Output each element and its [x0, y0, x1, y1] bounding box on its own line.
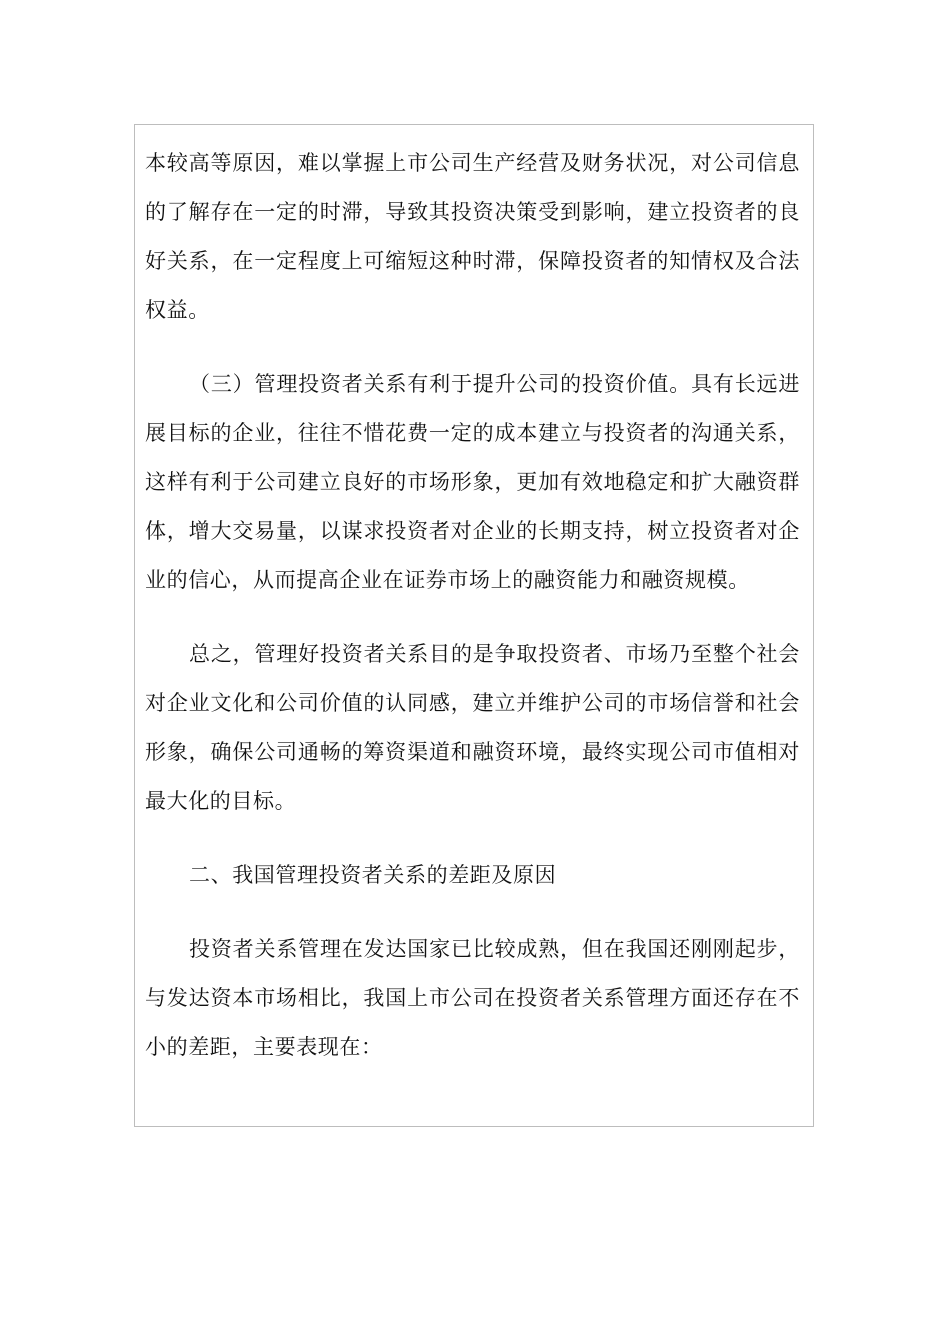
- paragraph-section-three: （三）管理投资者关系有利于提升公司的投资价值。具有长远进展目标的企业，往往不惜花费一定的成本建立与投资者的沟通关系，这样有利于公司建立良好的市场形象，更加有效地稳定和扩大融资群体，增大交易量，以谋求投资者对企业的长期支持，树立投资者对企业的信心，从而提高企业在证券市场上的融资能力和融资规模。: [145, 372, 800, 592]
- document-body: [145, 139, 800, 1072]
- paragraph-gap-intro: 投资者关系管理在发达国家已比较成熟，但在我国还刚刚起步，与发达资本市场相比，我国上市公司在投资者关系管理方面还存在不小的差距，主要表现在：: [145, 937, 800, 1059]
- section-heading: 二、我国管理投资者关系的差距及原因: [189, 863, 557, 887]
- paragraph-summary: 总之，管理好投资者关系目的是争取投资者、市场乃至整个社会对企业文化和公司价值的认同感，建立并维护公司的市场信誉和社会形象，确保公司通畅的筹资渠道和融资环境，最终实现公司市值相对最大化的目标。: [145, 642, 800, 813]
- paragraph-continuation: 本较高等原因，难以掌握上市公司生产经营及财务状况，对公司信息的了解存在一定的时滞，导致其投资决策受到影响，建立投资者的良好关系，在一定程度上可缩短这种时滞，保障投资者的知情权及合法权益。: [145, 151, 800, 322]
- page-frame: [134, 124, 814, 1127]
